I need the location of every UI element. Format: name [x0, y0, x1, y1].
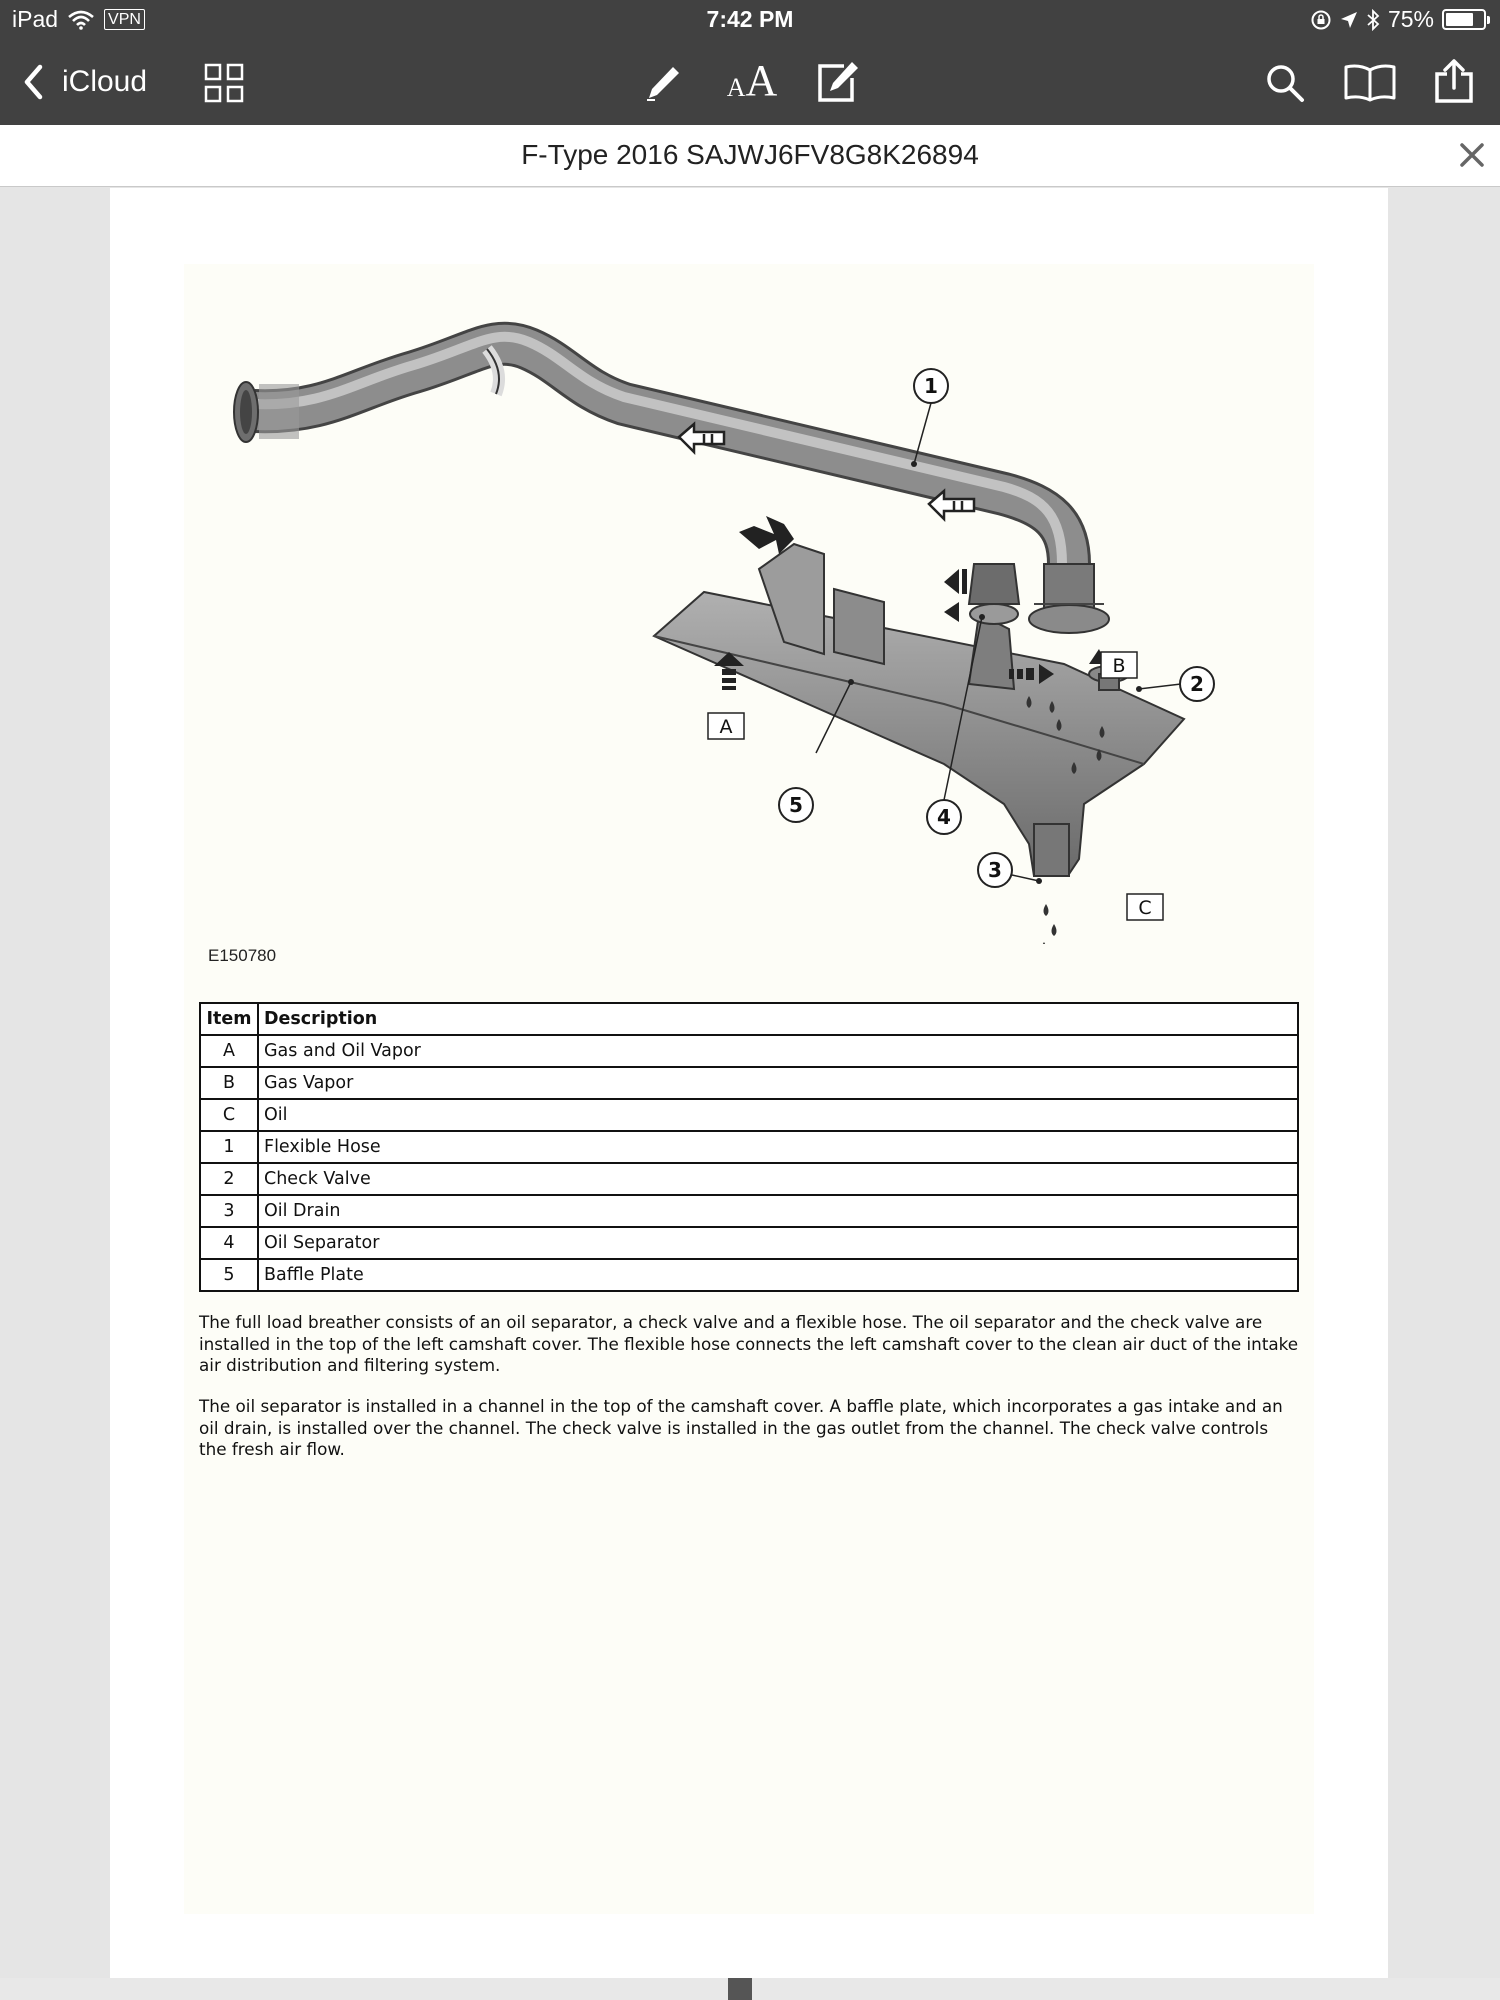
row-item: A [200, 1035, 258, 1067]
row-item: 5 [200, 1259, 258, 1291]
page-scroller-thumb[interactable] [728, 1978, 752, 2000]
breather-diagram [184, 264, 1314, 944]
row-description: Oil Separator [258, 1227, 1298, 1259]
callout-4 [927, 800, 961, 834]
pen-icon [643, 63, 683, 103]
table-header-row [200, 1003, 1298, 1035]
baffle-plate [654, 544, 1184, 876]
rotation-lock-icon [1310, 9, 1332, 31]
battery-percent: 75% [1387, 6, 1434, 32]
text-size-button[interactable] [718, 56, 786, 106]
location-icon [1340, 11, 1358, 29]
legend-table [199, 1002, 1299, 1292]
row-item: C [200, 1099, 258, 1131]
flow-label-c [1127, 894, 1163, 920]
battery-level [1446, 13, 1473, 26]
header-item: Item [200, 1003, 258, 1035]
figure-code: E150780 [208, 946, 277, 965]
table-row [200, 1227, 1298, 1259]
row-description: Flexible Hose [258, 1131, 1298, 1163]
row-item: 3 [200, 1195, 258, 1227]
search-button[interactable] [1262, 60, 1308, 106]
back-label: iCloud [62, 65, 148, 98]
vpn-badge: VPN [104, 9, 145, 30]
flow-label-b-text: B [1112, 655, 1126, 677]
title-bar [0, 125, 1500, 187]
back-button[interactable] [22, 60, 147, 104]
row-description: Gas and Oil Vapor [258, 1035, 1298, 1067]
callout-3-label: 3 [988, 858, 1002, 882]
callout-5-label: 5 [789, 793, 803, 817]
callout-2 [1180, 667, 1214, 701]
status-time: 7:42 PM [706, 6, 794, 32]
callout-4-label: 4 [937, 805, 951, 829]
document-page [110, 188, 1388, 1978]
document-title: F-Type 2016 SAJWJ6FV8G8K26894 [521, 139, 979, 170]
callout-1 [914, 369, 948, 403]
close-icon[interactable] [1456, 139, 1488, 171]
table-row [200, 1195, 1298, 1227]
share-button[interactable] [1431, 56, 1477, 106]
table-row [200, 1131, 1298, 1163]
callout-3 [978, 853, 1012, 887]
flow-label-c-text: C [1138, 897, 1152, 919]
battery-icon [1442, 9, 1486, 30]
row-item: 1 [200, 1131, 258, 1163]
body-paragraph-2: The oil separator is installed in a channel in the top of the camshaft cover. A baffle plate, which incorporates a gas intake and an oil drain, is installed over the channel. The check valve is installed in the gas outlet from the channel. The check valve controls the fresh air flow. [199, 1396, 1283, 1459]
callout-5 [779, 788, 813, 822]
table-row [200, 1259, 1298, 1291]
thumbnails-button[interactable] [203, 62, 245, 104]
page-content [184, 264, 1314, 1914]
flow-label-a [708, 713, 744, 739]
row-description: Oil [258, 1099, 1298, 1131]
table-row [200, 1099, 1298, 1131]
edit-button[interactable] [812, 58, 862, 108]
flow-label-a-text: A [719, 716, 733, 738]
bluetooth-icon [1366, 9, 1380, 31]
text-size-small: A [726, 73, 746, 102]
row-description: Oil Drain [258, 1195, 1298, 1227]
row-item: B [200, 1067, 258, 1099]
device-name: iPad [12, 6, 59, 32]
text-size-large: A [745, 56, 778, 105]
search-icon [1265, 63, 1305, 103]
table-row [200, 1067, 1298, 1099]
callout-1-label: 1 [924, 374, 938, 398]
status-bar [0, 0, 1500, 40]
callout-2-label: 2 [1190, 672, 1204, 696]
row-description: Check Valve [258, 1163, 1298, 1195]
status-right [1310, 6, 1486, 33]
markup-button[interactable] [640, 60, 686, 106]
row-item: 4 [200, 1227, 258, 1259]
body-paragraph-1: The full load breather consists of an oil separator, a check valve and a flexible hose. The oil separator and the check valve are installed in the top of the left camshaft cover. The flexible hose connects the left camshaft cover to the clean air duct of the intake air distribution and filtering system. [199, 1312, 1299, 1375]
book-icon [1343, 64, 1397, 102]
edit-icon [814, 60, 860, 106]
table-row [200, 1035, 1298, 1067]
chevron-left-icon [22, 64, 44, 100]
grid-icon [204, 63, 244, 103]
share-icon [1434, 58, 1474, 104]
table-row [200, 1163, 1298, 1195]
flow-label-b [1101, 652, 1137, 678]
row-description: Gas Vapor [258, 1067, 1298, 1099]
bookmarks-button[interactable] [1343, 62, 1397, 104]
nav-bar [0, 40, 1500, 125]
header-description: Description [258, 1003, 1298, 1035]
row-item: 2 [200, 1163, 258, 1195]
row-description: Baffle Plate [258, 1259, 1298, 1291]
text-size-icon [726, 56, 778, 105]
